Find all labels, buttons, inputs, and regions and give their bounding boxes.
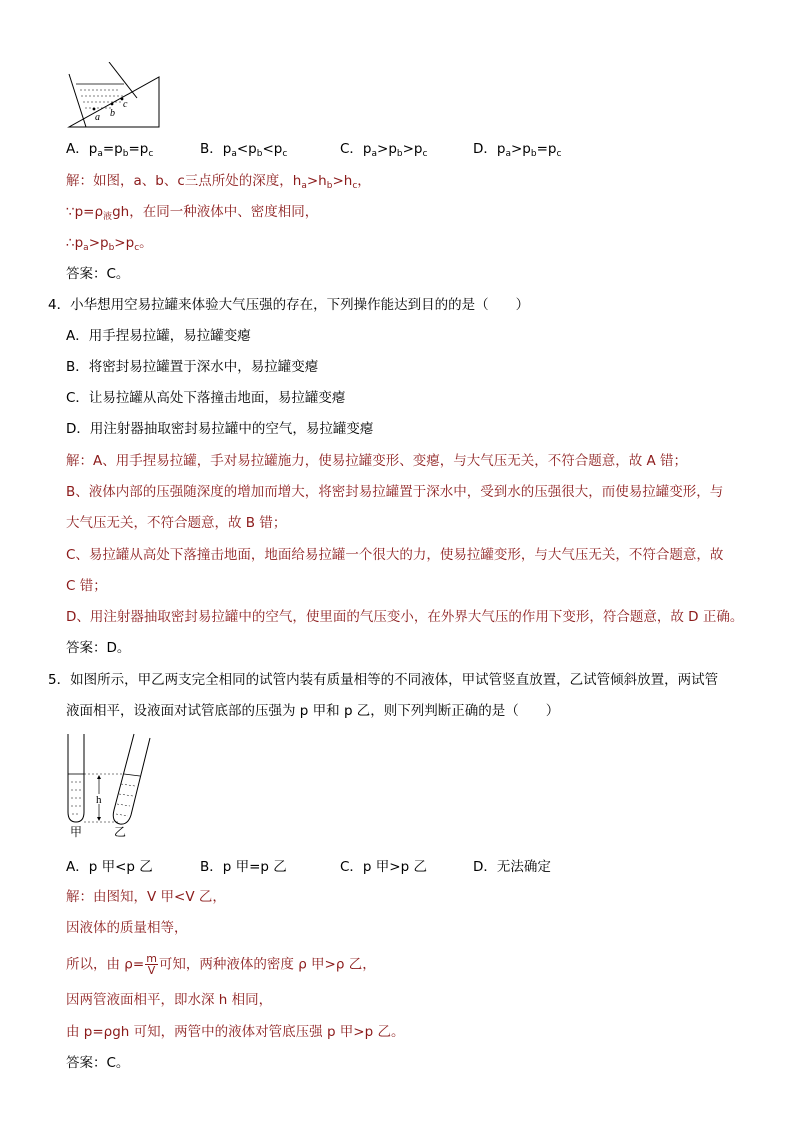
q4-option-c: C．让易拉罐从高处下落撞击地面，易拉罐变瘪: [66, 390, 346, 406]
q3-solution-line-1: 解：如图，a、b、c三点所处的深度，$h_a>h_b>h_c$，: [66, 173, 371, 191]
q5-stem-line-2: 液面相平，设液面对试管底部的压强为 p 甲和 p 乙，则下列判断正确的是（ ）: [66, 703, 560, 719]
q5-option-d: D．无法确定: [473, 859, 551, 875]
q3-option-d: D．$p_a>p_b=p_c$: [473, 141, 562, 159]
q5-stem-line-1: 5．如图所示，甲乙两支完全相同的试管内装有质量相等的不同液体，甲试管竖直放置，乙试管倾斜放置，两试管: [48, 672, 719, 688]
q4-solution-line-2: B、液体内部的压强随深度的增加而增大，将密封易拉罐置于深水中，受到水的压强很大，而使易拉罐变形，与: [66, 484, 724, 500]
label-jia: 甲: [70, 825, 83, 839]
label-a: a: [95, 112, 100, 123]
q4-option-a: A．用手捏易拉罐，易拉罐变瘪: [66, 328, 251, 344]
q3-container-figure: [66, 62, 166, 132]
label-h: h: [96, 794, 102, 806]
q4-answer: 答案：D。: [66, 640, 131, 656]
q4-solution-line-5: C 错；: [66, 578, 107, 594]
q4-option-d: D．用注射器抽取密封易拉罐中的空气，易拉罐变瘪: [66, 421, 374, 437]
density-fraction: $\frac{m}{V}$: [146, 952, 157, 977]
q5-option-b: B．p 甲=p 乙: [200, 859, 287, 875]
q5-option-c: C．p 甲>p 乙: [340, 859, 427, 875]
q5-solution-line-5: 由 p=ρgh 可知，两管中的液体对管底压强 p 甲>p 乙。: [66, 1024, 405, 1040]
q4-option-b: B．将密封易拉罐置于深水中，易拉罐变瘪: [66, 359, 319, 375]
q3-option-b: B．$p_a<p_b<p_c$: [200, 141, 288, 159]
q5-solution-line-4: 因两管液面相平，即水深 h 相同，: [66, 992, 273, 1008]
q5-answer: 答案：C。: [66, 1055, 130, 1071]
label-yi: 乙: [114, 825, 127, 839]
q3-solution-line-2: $\because p=\rho_液gh$，在同一种液体中、密度相同，: [66, 204, 319, 222]
q4-solution-line-1: 解：A、用手捏易拉罐，手对易拉罐施力，使易拉罐变形、变瘪，与大气压无关，不符合题意，故 A 错；: [66, 453, 688, 469]
q3-answer: 答案：C。: [66, 266, 130, 282]
q3-option-c: C．$p_a>p_b>p_c$: [340, 141, 428, 159]
q3-solution-line-3: $\therefore p_a>p_b>p_c$。: [66, 235, 153, 253]
q5-test-tubes-figure: [62, 732, 162, 842]
label-b: b: [110, 108, 115, 119]
q5-solution-line-3: 所以，由 ρ= $\frac{m}{V}$ 可知，两种液体的密度 ρ 甲>ρ 乙，: [66, 952, 376, 977]
q5-option-a: A．p 甲<p 乙: [66, 859, 153, 875]
label-c: c: [123, 99, 128, 110]
q5-solution-line-2: 因液体的质量相等，: [66, 920, 188, 936]
q5-solution-line-1: 解：由图知，V 甲<V 乙，: [66, 889, 226, 905]
q4-stem: 4．小华想用空易拉罐来体验大气压强的存在，下列操作能达到目的的是（ ）: [48, 297, 530, 313]
q3-option-a: A．$p_a=p_b=p_c$: [66, 141, 154, 159]
q4-solution-line-6: D、用注射器抽取密封易拉罐中的空气，使里面的气压变小，在外界大气压的作用下变形，符合题意，故 D 正确。: [66, 609, 744, 625]
q4-solution-line-4: C、易拉罐从高处下落撞击地面，地面给易拉罐一个很大的力，使易拉罐变形，与大气压无关，不符合题意，故: [66, 547, 724, 563]
q4-solution-line-3: 大气压无关，不符合题意，故 B 错；: [66, 515, 287, 531]
